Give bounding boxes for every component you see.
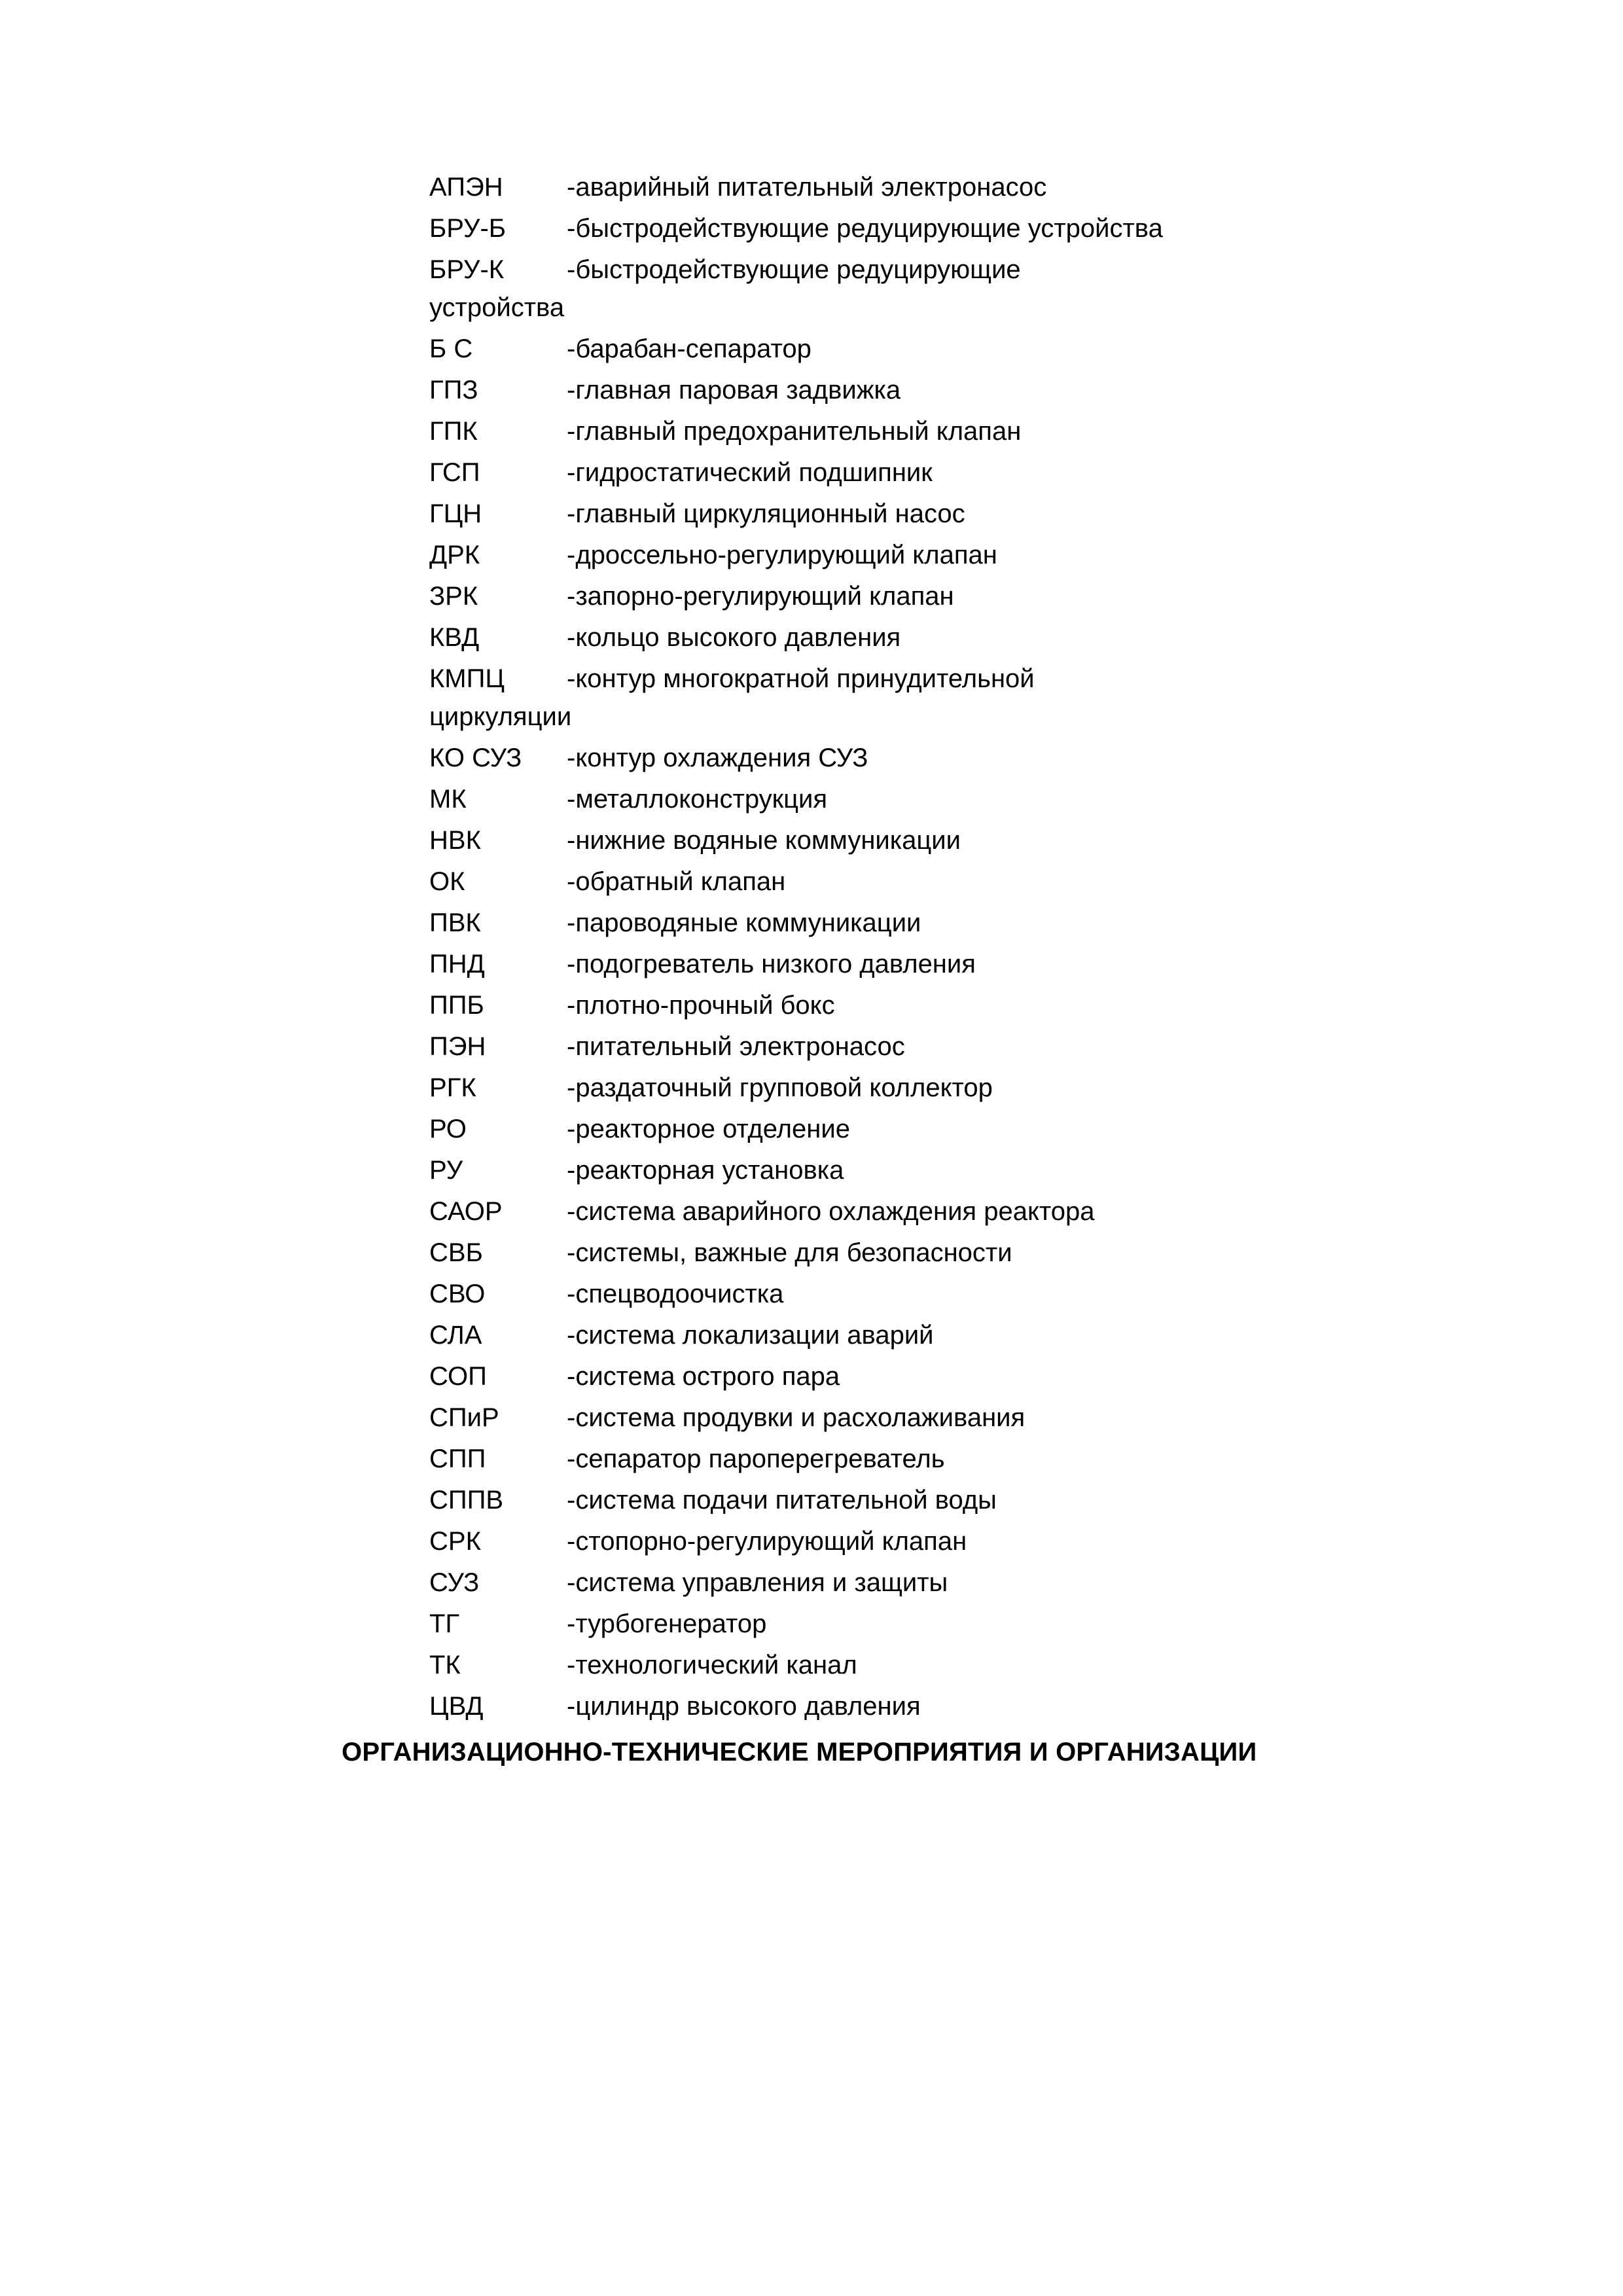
abbreviation-entry — [429, 781, 1424, 822]
abbreviation-entry — [429, 1152, 1424, 1193]
abbreviation-entry — [429, 1276, 1424, 1317]
abbreviation-term: БРУ-К — [429, 255, 505, 284]
abbreviation-term: РУ — [429, 1156, 463, 1185]
abbreviation-definition: -сепаратор пароперегреватель — [567, 1444, 945, 1473]
abbreviation-term: ПЭН — [429, 1032, 486, 1061]
abbreviation-entry — [429, 537, 1424, 578]
abbreviation-definition: -подогреватель низкого давления — [567, 950, 976, 978]
abbreviation-term: СУЗ — [429, 1568, 480, 1597]
abbreviation-definition: -быстродействующие редуцирующие устройства — [567, 214, 1163, 243]
abbreviation-entry — [429, 1193, 1424, 1234]
abbreviation-term: СОП — [429, 1362, 487, 1391]
abbreviation-entry — [429, 1647, 1424, 1688]
abbreviation-entry — [429, 740, 1424, 781]
abbreviation-term: СЛА — [429, 1321, 482, 1350]
abbreviation-definition: -система продувки и расхолаживания — [567, 1403, 1026, 1432]
abbreviation-entry — [429, 210, 1424, 251]
abbreviation-entry — [429, 1399, 1424, 1441]
abbreviation-entry — [429, 1441, 1424, 1482]
abbreviation-definition: -питательный электронасос — [567, 1032, 905, 1061]
abbreviation-term: БРУ-Б — [429, 214, 507, 243]
abbreviation-entry — [429, 619, 1424, 660]
abbreviation-definition: -кольцо высокого давления — [567, 623, 901, 652]
abbreviation-term: Б С — [429, 334, 473, 363]
abbreviation-term: ЦВД — [429, 1692, 484, 1721]
abbreviation-definition: -цилиндр высокого давления — [567, 1692, 921, 1721]
abbreviation-definition: -быстродействующие редуцирующие — [567, 255, 1021, 284]
abbreviation-term: МК — [429, 785, 467, 814]
abbreviation-definition: -обратный клапан — [567, 867, 786, 896]
abbreviation-term: ПНД — [429, 950, 485, 978]
abbreviation-definition: -реакторная установка — [567, 1156, 844, 1185]
abbreviation-entry — [429, 169, 1424, 210]
abbreviation-entry — [429, 987, 1424, 1028]
abbreviation-term: СППВ — [429, 1486, 504, 1515]
abbreviation-entry — [429, 413, 1424, 454]
abbreviation-definition: -нижние водяные коммуникации — [567, 826, 961, 855]
abbreviation-entry — [429, 495, 1424, 537]
abbreviation-entry — [429, 372, 1424, 413]
abbreviation-term: ДРК — [429, 541, 480, 569]
abbreviation-definition: -контур охлаждения СУЗ — [567, 744, 868, 772]
abbreviation-entry — [429, 331, 1424, 372]
abbreviation-entry — [429, 1482, 1424, 1523]
abbreviation-term: КВД — [429, 623, 480, 652]
abbreviation-entry — [429, 946, 1424, 987]
abbreviation-term: ГЦН — [429, 499, 482, 528]
abbreviation-term: РО — [429, 1115, 467, 1143]
abbreviation-term: СВБ — [429, 1238, 483, 1267]
abbreviation-term: КО СУЗ — [429, 744, 522, 772]
abbreviation-entry — [429, 1234, 1424, 1276]
abbreviation-entry — [429, 1358, 1424, 1399]
abbreviation-term: ЗРК — [429, 582, 478, 611]
abbreviation-definition-continuation: циркуляции — [429, 702, 572, 731]
abbreviation-definition: -реакторное отделение — [567, 1115, 850, 1143]
abbreviation-definition: -дроссельно-регулирующий клапан — [567, 541, 997, 569]
abbreviation-term: РГК — [429, 1073, 476, 1102]
abbreviation-definition: -турбогенератор — [567, 1609, 767, 1638]
abbreviation-term: СВО — [429, 1280, 486, 1308]
abbreviation-entry — [429, 1111, 1424, 1152]
abbreviation-term: ГПК — [429, 417, 478, 446]
abbreviation-definition: -контур многократной принудительной — [567, 664, 1035, 693]
abbreviation-definition: -система аварийного охлаждения реактора — [567, 1197, 1095, 1226]
abbreviation-definition: -системы, важные для безопасности — [567, 1238, 1012, 1267]
section-heading: ОРГАНИЗАЦИОННО-ТЕХНИЧЕСКИЕ МЕРОПРИЯТИЯ И ОРГАНИЗАЦИИ — [342, 1738, 1257, 1767]
abbreviation-term: НВК — [429, 826, 481, 855]
abbreviation-entry — [429, 863, 1424, 905]
abbreviation-definition: -система локализации аварий — [567, 1321, 934, 1350]
abbreviation-definition: -гидростатический подшипник — [567, 458, 933, 487]
abbreviation-term: ГСП — [429, 458, 480, 487]
abbreviation-definition: -запорно-регулирующий клапан — [567, 582, 954, 611]
abbreviation-entry — [429, 1069, 1424, 1111]
abbreviation-term: ПВК — [429, 908, 481, 937]
abbreviation-definition: -главный циркуляционный насос — [567, 499, 965, 528]
abbreviation-definition: -система управления и защиты — [567, 1568, 948, 1597]
abbreviation-definition-continuation: устройства — [429, 293, 565, 322]
abbreviation-definition: -главная паровая задвижка — [567, 376, 901, 404]
abbreviation-entry — [429, 822, 1424, 863]
abbreviation-entry — [429, 578, 1424, 619]
abbreviation-entry — [429, 1605, 1424, 1647]
abbreviation-definition: -аварийный питательный электронасос — [567, 173, 1047, 202]
abbreviation-entry — [429, 1564, 1424, 1605]
abbreviation-term: ППБ — [429, 991, 484, 1020]
abbreviation-entry — [429, 1317, 1424, 1358]
abbreviation-term: СПП — [429, 1444, 486, 1473]
abbreviation-definition: -стопорно-регулирующий клапан — [567, 1527, 967, 1556]
abbreviation-term: ТГ — [429, 1609, 460, 1638]
abbreviation-entry — [429, 1028, 1424, 1069]
abbreviation-definition: -барабан-сепаратор — [567, 334, 812, 363]
abbreviation-entry — [429, 454, 1424, 495]
abbreviation-term: ГПЗ — [429, 376, 478, 404]
abbreviation-term: АПЭН — [429, 173, 503, 202]
abbreviation-entry — [429, 251, 1424, 289]
abbreviation-entry — [429, 1688, 1424, 1729]
abbreviation-definition: -главный предохранительный клапан — [567, 417, 1022, 446]
abbreviation-entry — [429, 660, 1424, 698]
abbreviation-definition: -технологический канал — [567, 1651, 857, 1679]
abbreviation-list — [429, 169, 1424, 1729]
abbreviation-definition: -плотно-прочный бокс — [567, 991, 835, 1020]
abbreviation-definition: -спецводоочистка — [567, 1280, 784, 1308]
abbreviation-term: СПиР — [429, 1403, 499, 1432]
abbreviation-definition: -система острого пара — [567, 1362, 840, 1391]
abbreviation-definition: -система подачи питательной воды — [567, 1486, 997, 1515]
abbreviation-entry — [429, 905, 1424, 946]
abbreviation-term: ОК — [429, 867, 465, 896]
abbreviation-term: СРК — [429, 1527, 481, 1556]
abbreviation-definition: -раздаточный групповой коллектор — [567, 1073, 993, 1102]
abbreviation-term: КМПЦ — [429, 664, 505, 693]
abbreviation-entry — [429, 1523, 1424, 1564]
abbreviation-term: ТК — [429, 1651, 461, 1679]
abbreviation-term: САОР — [429, 1197, 503, 1226]
abbreviation-definition: -металлоконструкция — [567, 785, 828, 814]
abbreviation-definition: -пароводяные коммуникации — [567, 908, 921, 937]
